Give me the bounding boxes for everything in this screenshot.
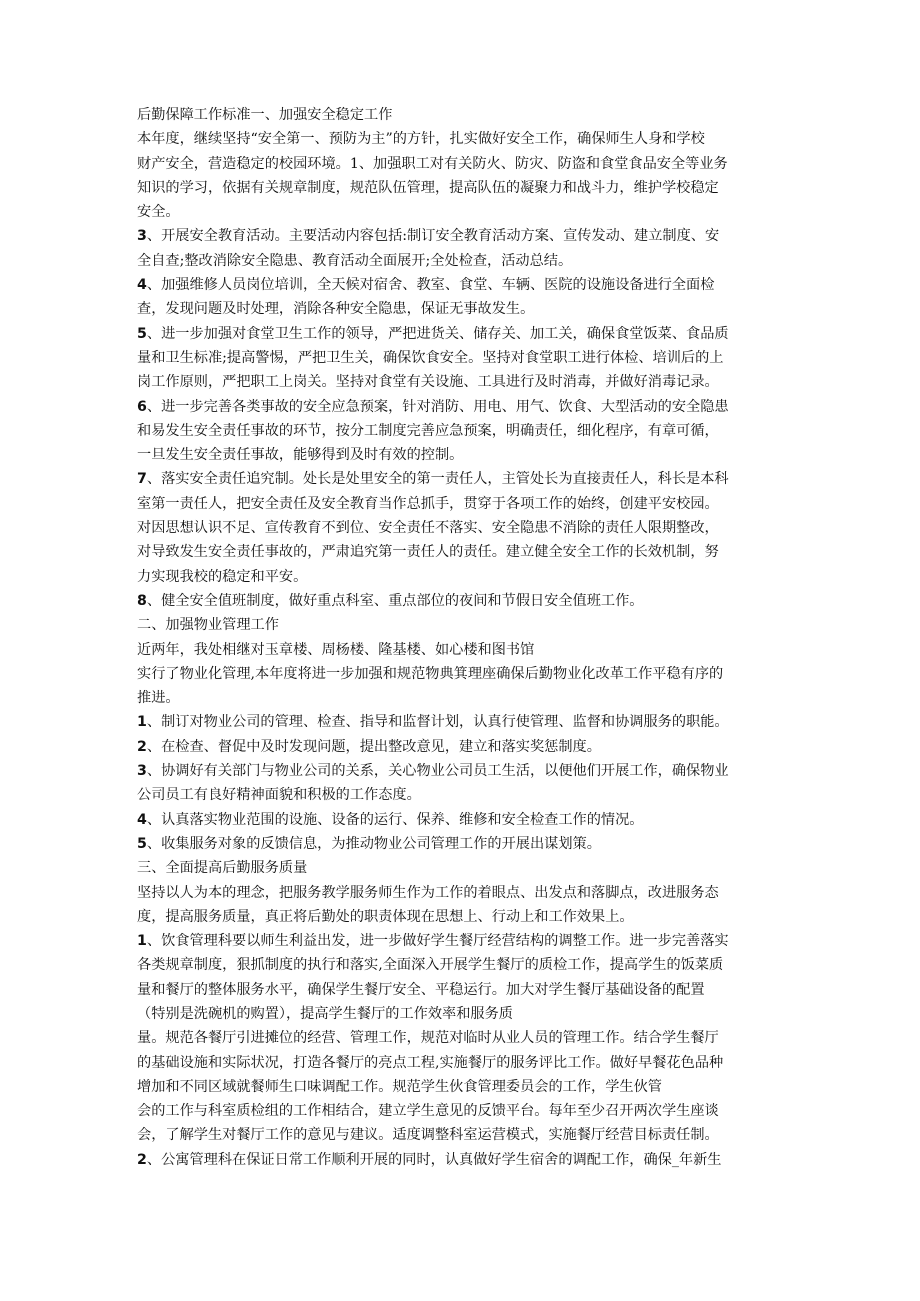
list-number: 2: [137, 1151, 147, 1168]
list-number: 4: [137, 277, 147, 294]
list-number: 5: [137, 325, 147, 342]
text-line: （特别是洗碗机的购置），提高学生餐厅的工作效率和服务质: [137, 1005, 513, 1022]
text-line: 力实现我校的稳定和平安。: [137, 568, 308, 585]
text-line: 坚持以人为本的理念，把服务教学服务师生作为工作的着眼点、出发点和落脚点，改进服务态: [137, 884, 719, 901]
text-line: 公司员工有良好精神面貌和积极的工作态度。: [137, 787, 421, 804]
text-line: 量和餐厅的整体服务水平，确保学生餐厅安全、平稳运行。加大对学生餐厅基础设备的配置: [137, 981, 705, 998]
text-line: 度，提高服务质量，真正将后勤处的职责体现在思想上、行动上和工作效果上。: [137, 908, 634, 925]
text-line: 二、加强物业管理工作: [137, 617, 279, 634]
text-line: 7、落实安全责任追究制。处长是处里安全的第一责任人，主管处长为直接责任人，科长是本科: [137, 471, 729, 488]
text-line: 推进。: [137, 690, 180, 707]
text-line: 会的工作与科室质检组的工作相结合，建立学生意见的反馈平台。每年至少召开两次学生座谈: [137, 1103, 719, 1120]
text-line: 5、进一步加强对食堂卫生工作的领导，严把进货关、储存关、加工关，确保食堂饭菜、食品质: [137, 325, 729, 342]
text-line: 知识的学习，依据有关规章制度，规范队伍管理，提高队伍的凝聚力和战斗力，维护学校稳定: [137, 179, 719, 196]
text-line: 一旦发生安全责任事故，能够得到及时有效的控制。: [137, 447, 464, 464]
text-line: 全自查;整改消除安全隐患、教育活动全面展开;全处检查，活动总结。: [137, 252, 573, 269]
text-line: 安全。: [137, 204, 180, 221]
text-line: 3、开展安全教育活动。主要活动内容包括:制订安全教育活动方案、宣传发动、建立制度、安: [137, 228, 720, 245]
list-number: 8: [137, 592, 147, 609]
list-number: 3: [137, 763, 147, 780]
text-line: 5、收集服务对象的反馈信息，为推动物业公司管理工作的开展出谋划策。: [137, 835, 601, 852]
text-line: 会，了解学生对餐厅工作的意见与建议。适度调整科室运营模式，实施餐厅经营目标责任制。: [137, 1127, 719, 1144]
document-body: [137, 103, 787, 1172]
text-line: 增加和不同区域就餐师生口味调配工作。规范学生伙食管理委员会的工作，学生伙管: [137, 1078, 662, 1095]
text-line: 对导致发生安全责任事故的，严肃追究第一责任人的责任。建立健全安全工作的长效机制，努: [137, 544, 719, 561]
list-number: 1: [137, 933, 147, 950]
text-line: 量。规范各餐厅引进摊位的经营、管理工作，规范对临时从业人员的管理工作。结合学生餐厅: [137, 1030, 719, 1047]
text-line: 1、饮食管理科要以师生利益出发，进一步做好学生餐厅经营结构的调整工作。进一步完善落实: [137, 933, 729, 950]
text-line: 后勤保障工作标准一、加强安全稳定工作: [137, 107, 393, 123]
text-line: 岗工作原则，严把职工上岗关。坚持对食堂有关设施、工具进行及时消毒，并做好消毒记录。: [137, 374, 719, 391]
text-line: 和易发生安全责任事故的环节，按分工制度完善应急预案，明确责任，细化程序，有章可循，: [137, 422, 719, 439]
text-line: 3、协调好有关部门与物业公司的关系，关心物业公司员工生活，以便他们开展工作，确保物业: [137, 763, 729, 780]
text-line: 4、认真落实物业范围的设施、设备的运行、保养、维修和安全检查工作的情况。: [137, 811, 644, 828]
text-line: 三、全面提高后勤服务质量: [137, 860, 308, 877]
text-line: 各类规章制度，狠抓制度的执行和落实,全面深入开展学生餐厅的质检工作，提高学生的饭菜质: [137, 957, 724, 974]
text-line: 本年度，继续坚持“安全第一、预防为主”的方针，扎实做好安全工作，确保师生人身和学校: [137, 131, 705, 148]
list-number: 2: [137, 738, 147, 755]
text-line: 2、在检查、督促中及时发现问题，提出整改意见，建立和落实奖惩制度。: [137, 738, 601, 755]
text-line: 量和卫生标准;提高警惕，严把卫生关，确保饮食安全。坚持对食堂职工进行体检、培训后的上: [137, 349, 724, 366]
list-number: 3: [137, 228, 147, 245]
text-line: 6、进一步完善各类事故的安全应急预案，针对消防、用电、用气、饮食、大型活动的安全隐患: [137, 398, 729, 415]
text-line: 2、公寓管理科在保证日常工作顺利开展的同时，认真做好学生宿舍的调配工作，确保_年新生: [137, 1151, 722, 1168]
text-line: 室第一责任人，把安全责任及安全教育当作总抓手，贯穿于各项工作的始终，创建平安校园。: [137, 495, 719, 512]
text-line: 实行了物业化管理,本年度将进一步加强和规范物典箕理座确保后勤物业化改革工作平稳有序的: [137, 665, 724, 682]
list-number: 6: [137, 398, 147, 415]
text-line: 8、健全安全值班制度，做好重点科室、重点部位的夜间和节假日安全值班工作。: [137, 592, 644, 609]
text-line: 财产安全，营造稳定的校园环境。1、加强职工对有关防火、防灾、防盗和食堂食品安全等业务: [137, 155, 728, 172]
text-line: 4、加强维修人员岗位培训，全天候对宿舍、教室、食堂、车辆、医院的设施设备进行全面检: [137, 277, 715, 294]
list-number: 5: [137, 835, 147, 852]
list-number: 1: [137, 714, 147, 731]
text-line: 查，发现问题及时处理，消除各种安全隐患，保证无事故发生。: [137, 301, 535, 318]
list-number: 7: [137, 471, 147, 488]
text-line: 近两年，我处相继对玉章楼、周杨楼、隆基楼、如心楼和图书馆: [137, 641, 535, 658]
list-number: 4: [137, 811, 147, 828]
text-line: 1、制订对物业公司的管理、检查、指导和监督计划，认真行使管理、监督和协调服务的职能。: [137, 714, 729, 731]
text-line: 的基础设施和实际状况，打造各餐厅的亮点工程,实施餐厅的服务评比工作。做好早餐花色品种: [137, 1054, 724, 1071]
text-line: 对因思想认识不足、宣传教育不到位、安全责任不落实、安全隐患不消除的责任人限期整改，: [137, 520, 719, 537]
